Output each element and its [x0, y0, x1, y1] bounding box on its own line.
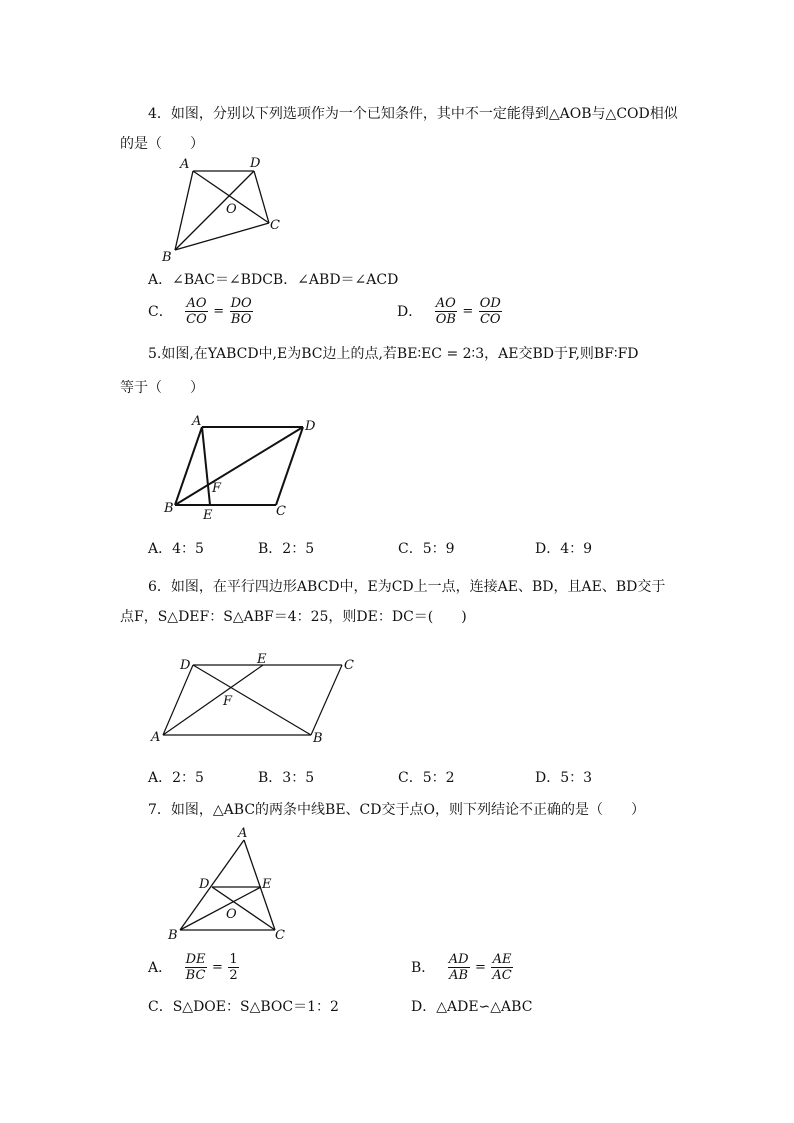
- q4-stem-line1: 4．如图，分别以下列选项作为一个已知条件，其中不一定能得到△AOB与△COD相似: [148, 106, 678, 122]
- q7-option-b: B． $\frac{AD}{AB}$ = $\frac{AE}{AC}$: [411, 952, 512, 983]
- q5-label-a: A: [192, 414, 202, 429]
- q6-label-a: A: [151, 730, 161, 745]
- q5-label-d: D: [305, 419, 316, 434]
- q4-option-c-label: C．: [148, 303, 173, 320]
- q6-option-d: D．5：3: [535, 770, 593, 786]
- q7-option-a-label: A．: [148, 959, 173, 976]
- q7-stem-line1: 7．如图，△ABC的两条中线BE、CD交于点O，则下列结论不正确的是（ ）: [148, 802, 645, 818]
- q4-stem-line2: 的是（ ）: [120, 136, 204, 152]
- q4-option-a-b: A．∠BAC＝∠BDCB．∠ABD＝∠ACD: [148, 272, 399, 288]
- q5-stem-line2: 等于（ ）: [120, 380, 204, 396]
- q7-label-d: D: [199, 877, 210, 892]
- q7-option-a-fraction1: $\frac{DE}{BC}$: [185, 952, 206, 983]
- q7-option-c: C．S△DOE：S△BOC＝1：2: [148, 999, 339, 1015]
- q7-option-a: A． $\frac{DE}{BC}$ = $\frac{1}{2}$: [148, 952, 238, 983]
- q5-stem-line1: 5.如图,在YABCD中,E为BC边上的点,若BE∶EC = 2∶3，AE交BD于F,则BF∶FD: [148, 346, 639, 362]
- q6-option-b: B．3：5: [258, 770, 315, 786]
- q6-label-d: D: [180, 658, 191, 673]
- q5-label-e: E: [203, 508, 213, 523]
- q4-label-b: B: [162, 250, 172, 265]
- q5-label-f: F: [212, 481, 222, 496]
- q6-stem-line2: 点F，S△DEF：S△ABF＝4：25，则DE：DC＝( ): [120, 609, 467, 625]
- q6-label-e: E: [257, 652, 267, 667]
- q6-label-b: B: [313, 731, 323, 746]
- q5-label-b: B: [164, 501, 174, 516]
- q4-option-c: C． $\frac{AO}{CO}$ = $\frac{DO}{BO}$: [148, 296, 252, 327]
- q4-option-d: D． $\frac{AO}{OB}$ = $\frac{OD}{CO}$: [397, 296, 501, 327]
- q7-label-c: C: [275, 928, 285, 943]
- q6-option-a: A．2：5: [148, 770, 204, 786]
- q7-option-b-label: B．: [411, 959, 436, 976]
- q4-option-c-fraction1: $\frac{AO}{CO}$: [186, 296, 207, 327]
- q4-label-d: D: [250, 156, 261, 171]
- q4-label-a: A: [180, 157, 190, 172]
- q7-option-d: D．△ADE∽△ABC: [411, 999, 533, 1015]
- q5-option-b: B．2：5: [258, 541, 315, 557]
- q5-option-c: C．5：9: [398, 541, 455, 557]
- q7-label-o: O: [226, 907, 237, 922]
- q4-option-d-fraction1: $\frac{AO}{OB}$: [435, 296, 456, 327]
- q7-option-b-fraction1: $\frac{AD}{AB}$: [448, 952, 469, 983]
- q7-option-b-fraction2: $\frac{AE}{AC}$: [492, 952, 512, 983]
- q4-option-c-fraction2: $\frac{DO}{BO}$: [230, 296, 252, 327]
- q4-label-o: O: [226, 202, 237, 217]
- q4-label-c: C: [270, 218, 280, 233]
- q6-label-f: F: [223, 694, 233, 709]
- q5-option-d: D．4：9: [535, 541, 593, 557]
- q7-label-b: B: [168, 928, 178, 943]
- q4-option-d-label: D．: [397, 303, 423, 320]
- q5-option-a: A．4：5: [148, 541, 204, 557]
- q7-option-a-fraction2: $\frac{1}{2}$: [229, 952, 238, 983]
- q7-label-a: A: [238, 826, 248, 841]
- q6-stem-line1: 6．如图，在平行四边形ABCD中，E为CD上一点，连接AE、BD，且AE、BD交于: [148, 579, 666, 595]
- q6-label-c: C: [344, 658, 354, 673]
- q4-option-d-fraction2: $\frac{OD}{CO}$: [479, 296, 501, 327]
- q6-option-c: C．5：2: [398, 770, 455, 786]
- q5-label-c: C: [276, 504, 286, 519]
- q7-label-e: E: [262, 877, 272, 892]
